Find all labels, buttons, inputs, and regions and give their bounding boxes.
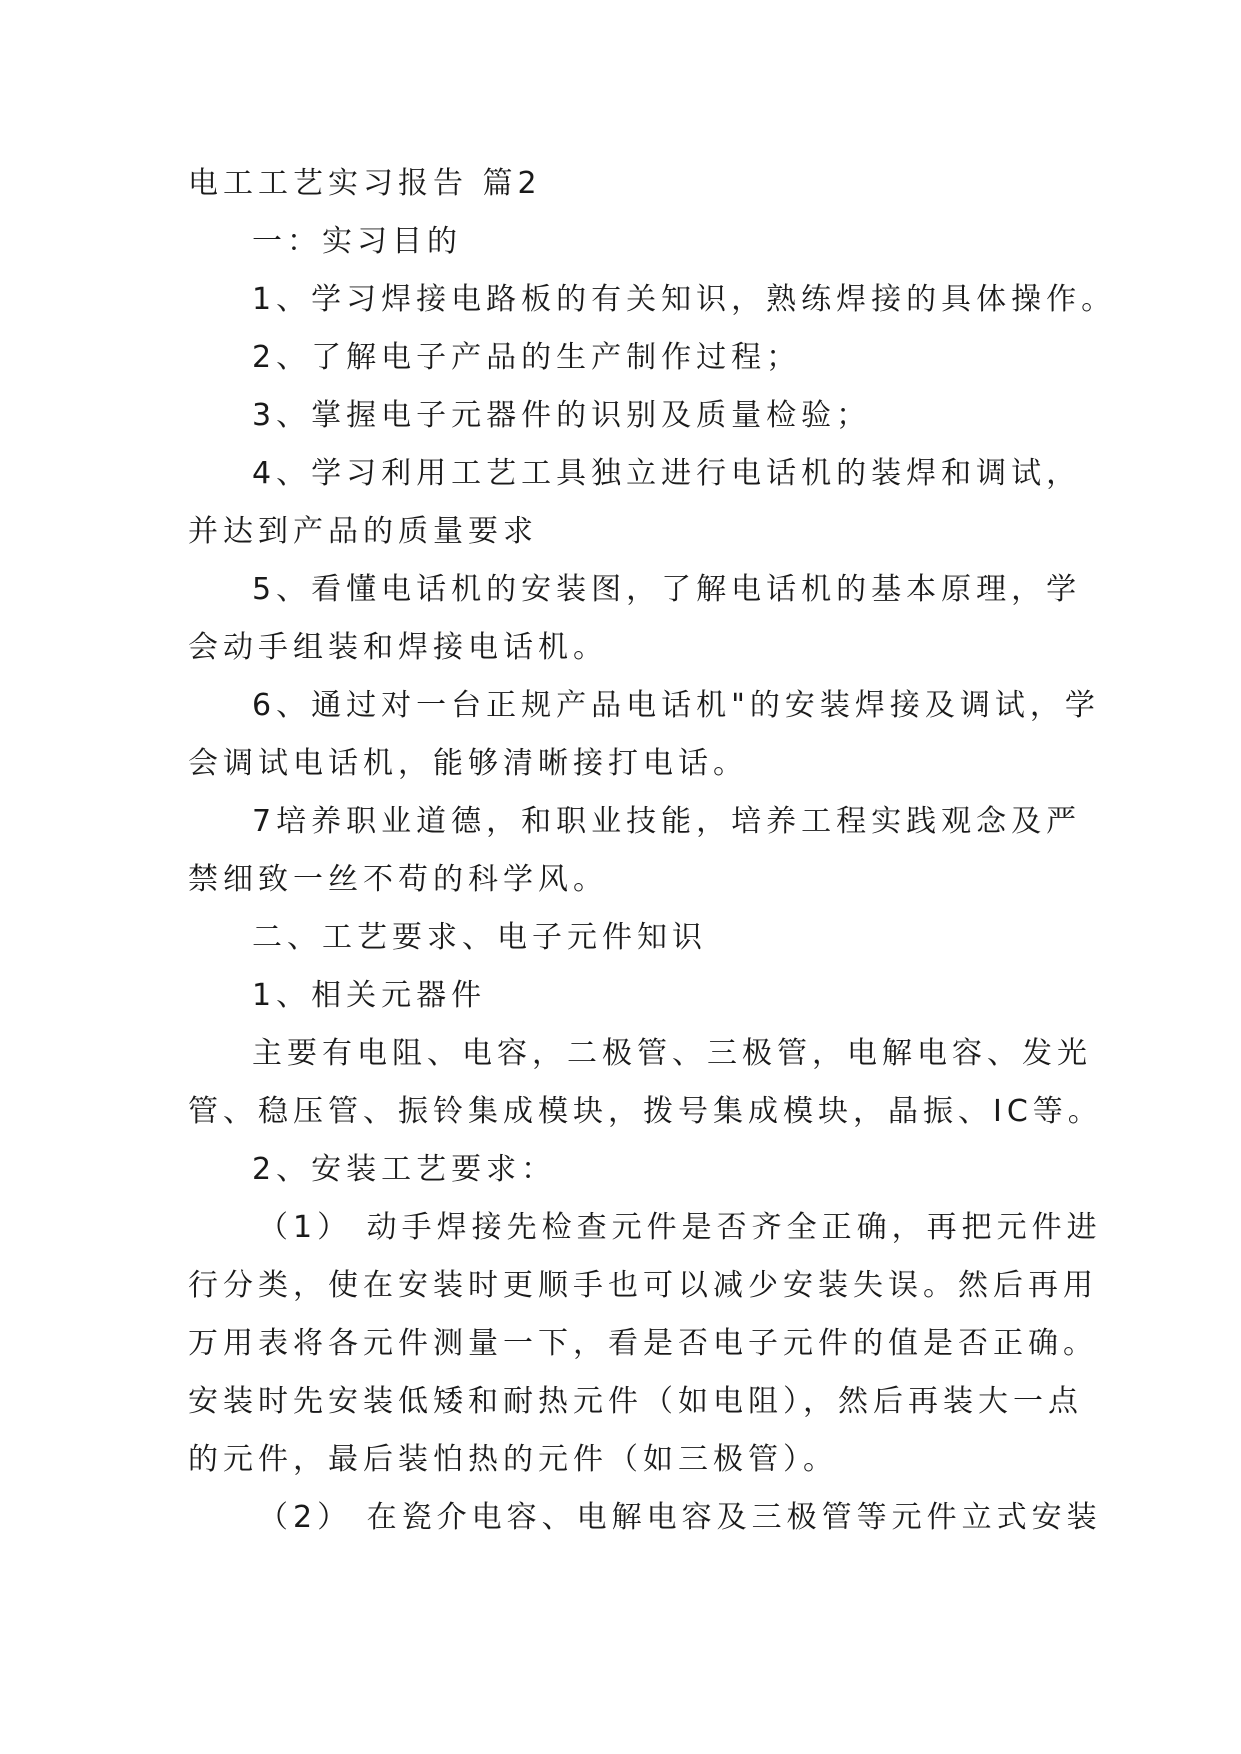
paragraph-line: 安装时先安装低矮和耐热元件（如电阻），然后再装大一点 (188, 1384, 1083, 1419)
paragraph-line: （2） 在瓷介电容、电解电容及三极管等元件立式安装 (258, 1500, 1102, 1535)
paragraph-line: 7培养职业道德，和职业技能，培养工程实践观念及严 (252, 804, 1082, 839)
paragraph-line: 禁细致一丝不苟的科学风。 (188, 862, 608, 897)
paragraph-line: 4、学习利用工艺工具独立进行电话机的装焊和调试， (252, 456, 1082, 491)
paragraph-line: 会调试电话机，能够清晰接打电话。 (188, 746, 748, 781)
paragraph-line: 管、稳压管、振铃集成模块，拨号集成模块，晶振、IC等。 (188, 1094, 1103, 1129)
paragraph-line: 的元件，最后装怕热的元件（如三极管）。 (188, 1442, 838, 1477)
paragraph-line: 主要有电阻、电容，二极管、三极管，电解电容、发光 (252, 1036, 1092, 1071)
paragraph-line: 5、看懂电话机的安装图，了解电话机的基本原理，学 (252, 572, 1082, 607)
section-heading: 二、工艺要求、电子元件知识 (252, 920, 707, 955)
paragraph-line: 行分类，使在安装时更顺手也可以减少安装失误。然后再用 (188, 1268, 1098, 1303)
paragraph-line: 并达到产品的质量要求 (188, 514, 538, 549)
paragraph-line: （1） 动手焊接先检查元件是否齐全正确，再把元件进 (258, 1210, 1102, 1245)
document-title: 电工工艺实习报告 篇2 (188, 166, 542, 201)
paragraph-line: 会动手组装和焊接电话机。 (188, 630, 608, 665)
paragraph-line: 2、了解电子产品的生产制作过程； (252, 340, 802, 375)
section-heading: 一：实习目的 (252, 224, 462, 259)
paragraph-line: 2、安装工艺要求： (252, 1152, 557, 1187)
paragraph-line: 6、通过对一台正规产品电话机"的安装焊接及调试，学 (252, 688, 1100, 723)
paragraph-line: 1、学习焊接电路板的有关知识，熟练焊接的具体操作。 (252, 282, 1117, 317)
paragraph-line: 1、相关元器件 (252, 978, 487, 1013)
paragraph-line: 3、掌握电子元器件的识别及质量检验； (252, 398, 872, 433)
paragraph-line: 万用表将各元件测量一下，看是否电子元件的值是否正确。 (188, 1326, 1098, 1361)
